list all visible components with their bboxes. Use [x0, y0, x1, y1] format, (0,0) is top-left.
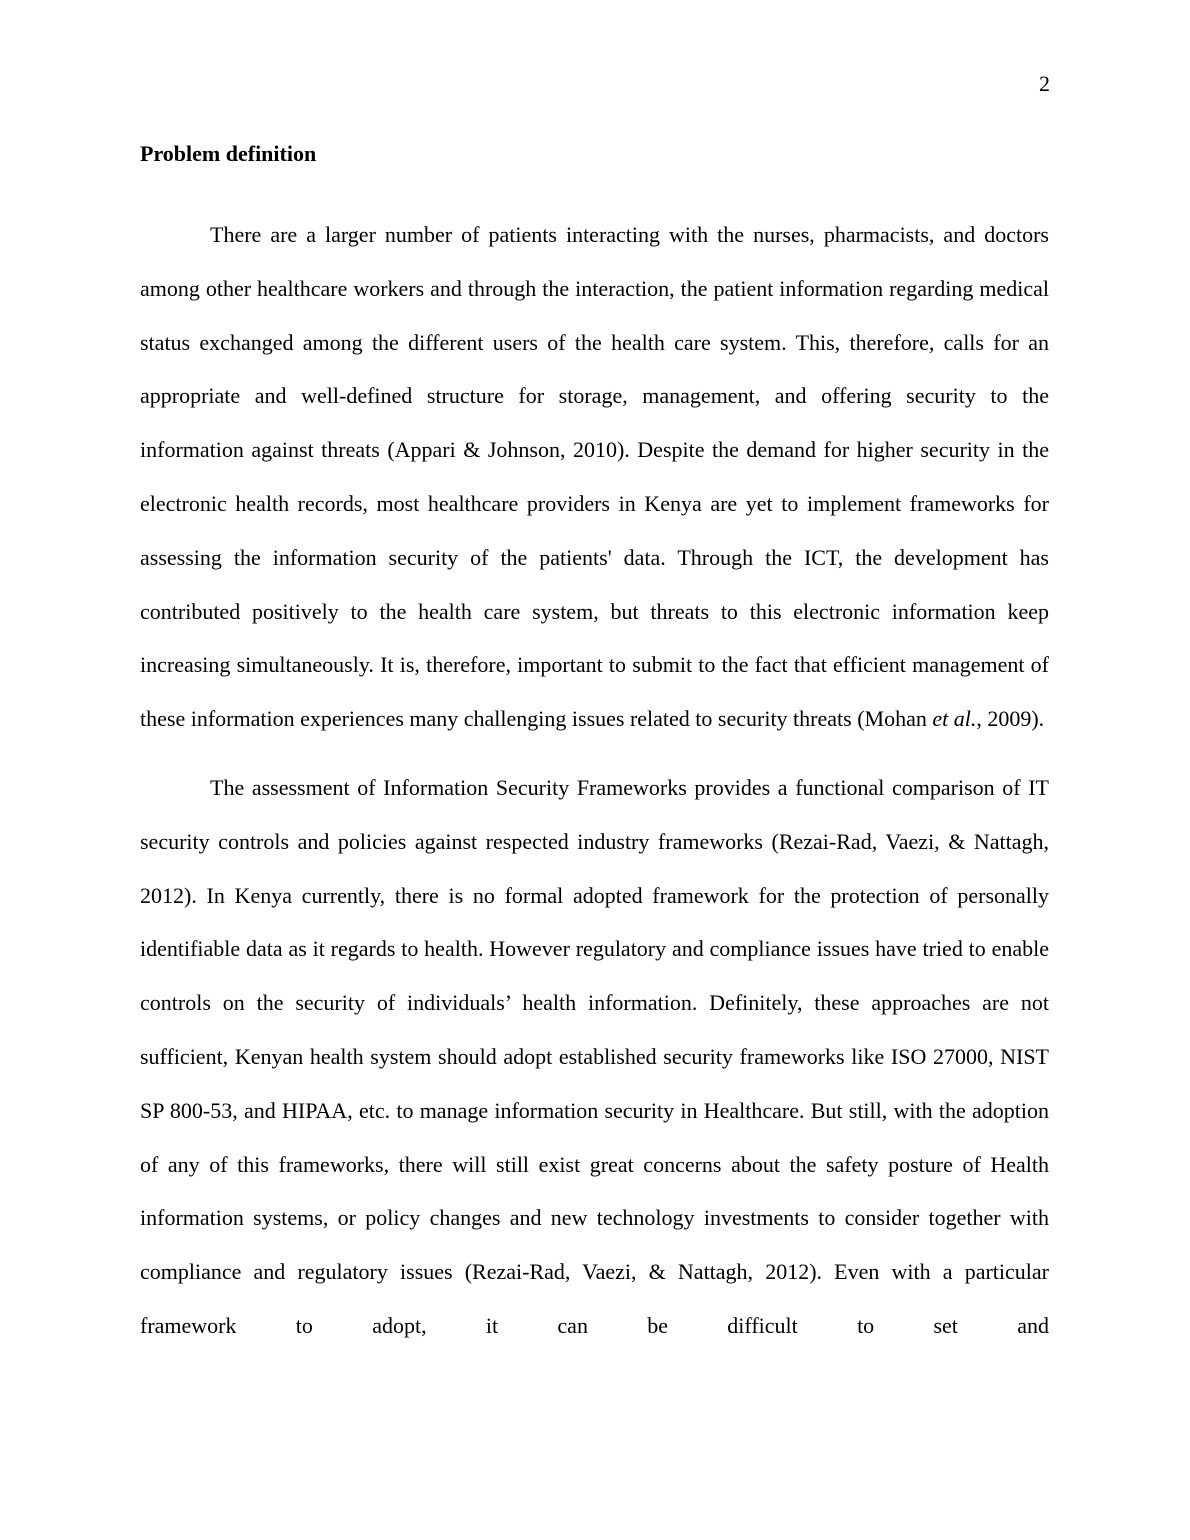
citation-et-al: et al.: [932, 706, 977, 732]
paragraph-framework-assessment: The assessment of Information Security Frameworks provides a functional comparison of IT security controls and policies against respected industry frameworks (Rezai-Rad, Vaezi, & Nattagh, 2012). In Kenya currently, there is no formal adopted framework for the protection of personally identifiable data as it regards to health. However regulatory and compliance issues have tried to enable controls on the security of individuals’ health information. Definitely, these approaches are not sufficient, Kenyan health system should adopt established security frameworks like ISO 27000, NIST SP 800-53, and HIPAA, etc. to manage information security in Healthcare. But still, with the adoption of any of this frameworks, there will still exist great concerns about the safety posture of Health information systems, or policy changes and new technology investments to consider together with compliance and regulatory issues (Rezai-Rad, Vaezi, & Nattagh, 2012). Even with a particular framework to adopt, it can be difficult to set and: [140, 774, 1049, 1338]
paragraph-text: There are a larger number of patients interacting with the nurses, pharmacists, and doctors among other healthcare workers and through the interaction, the patient information regarding medical status exchanged among the different users of the health care system. This, therefore, calls for an appropriate and well-defined structure for storage, management, and offering security to the information against threats (Appari & Johnson, 2010). Despite the demand for higher security in the electronic health records, most healthcare providers in Kenya are yet to implement frameworks for assessing the information security of the patients' data. Through the ICT, the development has contributed positively to the health care system, but threats to this electronic information keep increasing simultaneously. It is, therefore, important to submit to the fact that efficient management of these information experiences many challenging issues related to security threats (Mohan: [140, 222, 1049, 732]
citation-year: , 2009).: [976, 706, 1045, 732]
section-heading: Problem definition: [140, 141, 317, 166]
document-body: [140, 139, 1049, 1353]
page-number: 2: [1039, 71, 1050, 96]
paragraph-problem-overview: [140, 208, 1049, 746]
